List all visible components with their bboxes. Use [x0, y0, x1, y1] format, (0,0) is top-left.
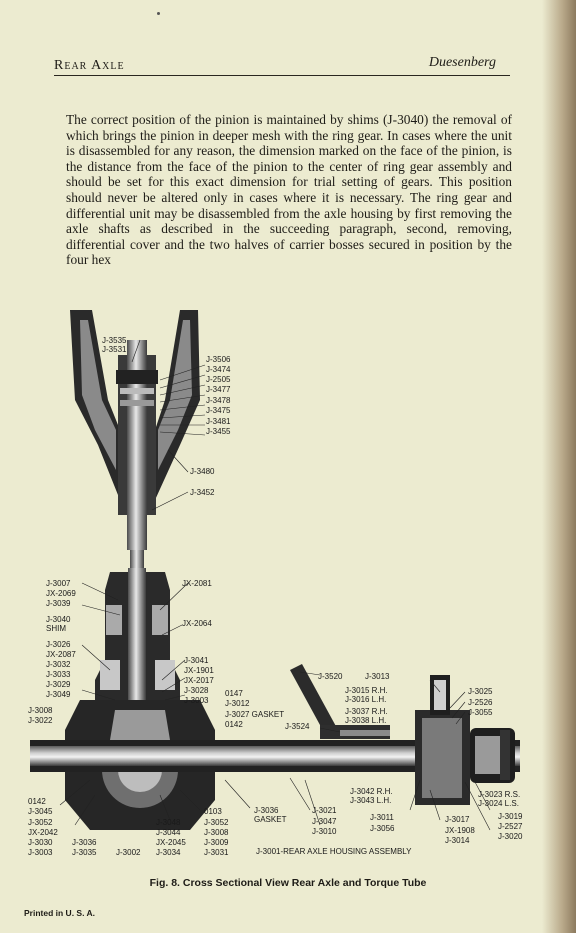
- part-label: 0147: [225, 689, 243, 698]
- part-label: J-3023 R.S.: [478, 790, 521, 799]
- part-label: J-3032: [46, 660, 71, 669]
- part-label: J-3009: [204, 838, 229, 847]
- part-label: J-3048: [156, 818, 181, 827]
- part-label: J-3026: [46, 640, 71, 649]
- figure-caption: Fig. 8. Cross Sectional View Rear Axle and Torque Tube: [149, 877, 427, 889]
- part-label: J-3474: [206, 365, 231, 374]
- part-label: J-3043 L.H.: [350, 796, 392, 805]
- part-label: J-3003: [28, 848, 53, 857]
- part-label: J-3480: [190, 467, 215, 476]
- part-label: J-3019: [498, 812, 523, 821]
- part-label: 0142: [225, 720, 243, 729]
- part-label: J-3036: [72, 838, 97, 847]
- part-label: JX-2087: [46, 650, 76, 659]
- part-label: J-3021: [312, 806, 337, 815]
- part-label: J-3056: [370, 824, 395, 833]
- section-header: Rear Axle: [54, 58, 125, 73]
- part-label: J-3477: [206, 385, 231, 394]
- part-label: J-3015 R.H.: [345, 686, 388, 695]
- part-label: J-3020: [498, 832, 523, 841]
- part-label: J-3016 L.H.: [345, 695, 387, 704]
- part-label: 0142: [28, 797, 46, 806]
- part-label: J-3052: [28, 818, 53, 827]
- part-label: J-3024 L.S.: [478, 799, 519, 808]
- part-label: J-3038 L.H.: [345, 716, 387, 725]
- part-label: J-3025: [468, 687, 493, 696]
- part-label: J-3034: [156, 848, 181, 857]
- part-label: J-3017: [445, 815, 470, 824]
- part-label: J-3481: [206, 417, 231, 426]
- part-label: J-3452: [190, 488, 215, 497]
- part-label: 0103: [204, 807, 222, 816]
- part-label: J-3524: [285, 722, 310, 731]
- part-label: J-3030: [28, 838, 53, 847]
- part-label: J-3022: [28, 716, 53, 725]
- part-label: J-3049: [46, 690, 71, 699]
- part-label: J-3036: [254, 806, 279, 815]
- part-label: J-3052: [204, 818, 229, 827]
- part-label: J-3531: [102, 345, 127, 354]
- part-label: JX-2064: [182, 619, 212, 628]
- part-label: JX-1901: [184, 666, 214, 675]
- axle-cross-section-drawing: [20, 300, 540, 865]
- part-label: J-3003: [184, 696, 209, 705]
- torque-tube-yoke: [70, 310, 200, 580]
- page-edge-shadow: [542, 0, 576, 933]
- part-label: J-3002: [116, 848, 141, 857]
- part-label: J-3033: [46, 670, 71, 679]
- part-label: JX-2045: [156, 838, 186, 847]
- part-label: J-3014: [445, 836, 470, 845]
- part-label: J-2526: [468, 698, 493, 707]
- printed-note: Printed in U. S. A.: [24, 908, 95, 918]
- part-label: J-2505: [206, 375, 231, 384]
- part-label: J-3055: [468, 708, 493, 717]
- part-label: J-3001-REAR AXLE HOUSING ASSEMBLY: [256, 847, 412, 856]
- part-label: J-3035: [72, 848, 97, 857]
- part-label: J-3045: [28, 807, 53, 816]
- brand-header: Duesenberg: [428, 55, 496, 70]
- part-label: J-3031: [204, 848, 229, 857]
- figure-cross-section: [20, 300, 540, 865]
- body-paragraph: The correct position of the pinion is maintained by shims (J-3040) the removal of which brings the pinion in deeper mesh with the ring gear. In cases where the unit is disassembled for any reason, the dimension marked on the face of the pinion, is the distance from the face of the pinion to the center of ring gear assembly and should be set for this exact dimension for trial setting of gears. This position should never be altered only in cases where it is necessary. The ring gear and differential unit may be disassembled from the axle housing by first removing the axle shafts as described in the succeeding paragraph, second, removing, differential cover and the two halves of carrier bosses secured in position by the four hex: [66, 112, 512, 268]
- part-label: J-3028: [184, 686, 209, 695]
- part-label: JX-1908: [445, 826, 475, 835]
- part-label: JX-2042: [28, 828, 58, 837]
- part-label: J-3042 R.H.: [350, 787, 393, 796]
- part-label: J-3037 R.H.: [345, 707, 388, 716]
- part-label: J-3506: [206, 355, 231, 364]
- part-label: J-3047: [312, 817, 337, 826]
- part-label: JX-2069: [46, 589, 76, 598]
- part-label: J-3041: [184, 656, 209, 665]
- part-label: J-3455: [206, 427, 231, 436]
- part-label: GASKET: [254, 815, 287, 824]
- part-label: J-3010: [312, 827, 337, 836]
- part-label: J-3011: [370, 813, 394, 822]
- part-label: J-2527: [498, 822, 523, 831]
- part-label: J-3029: [46, 680, 71, 689]
- part-label: J-3475: [206, 406, 231, 415]
- part-label: J-3008: [28, 706, 53, 715]
- part-label: J-3039: [46, 599, 71, 608]
- part-label: J-3520: [318, 672, 343, 681]
- print-speck: [157, 12, 160, 15]
- part-label: J-3008: [204, 828, 229, 837]
- part-label: SHIM: [46, 624, 66, 633]
- part-label: J-3012: [225, 699, 250, 708]
- part-label: JX-2081: [182, 579, 212, 588]
- part-label: J-3027 GASKET: [225, 710, 285, 719]
- part-label: J-3044: [156, 828, 181, 837]
- part-label: JX-2017: [184, 676, 214, 685]
- part-label: J-3013: [365, 672, 390, 681]
- part-label: J-3040: [46, 615, 71, 624]
- part-label: J-3478: [206, 396, 231, 405]
- part-label: J-3007: [46, 579, 71, 588]
- part-label: J-3535: [102, 336, 127, 345]
- header-rule: [54, 75, 510, 76]
